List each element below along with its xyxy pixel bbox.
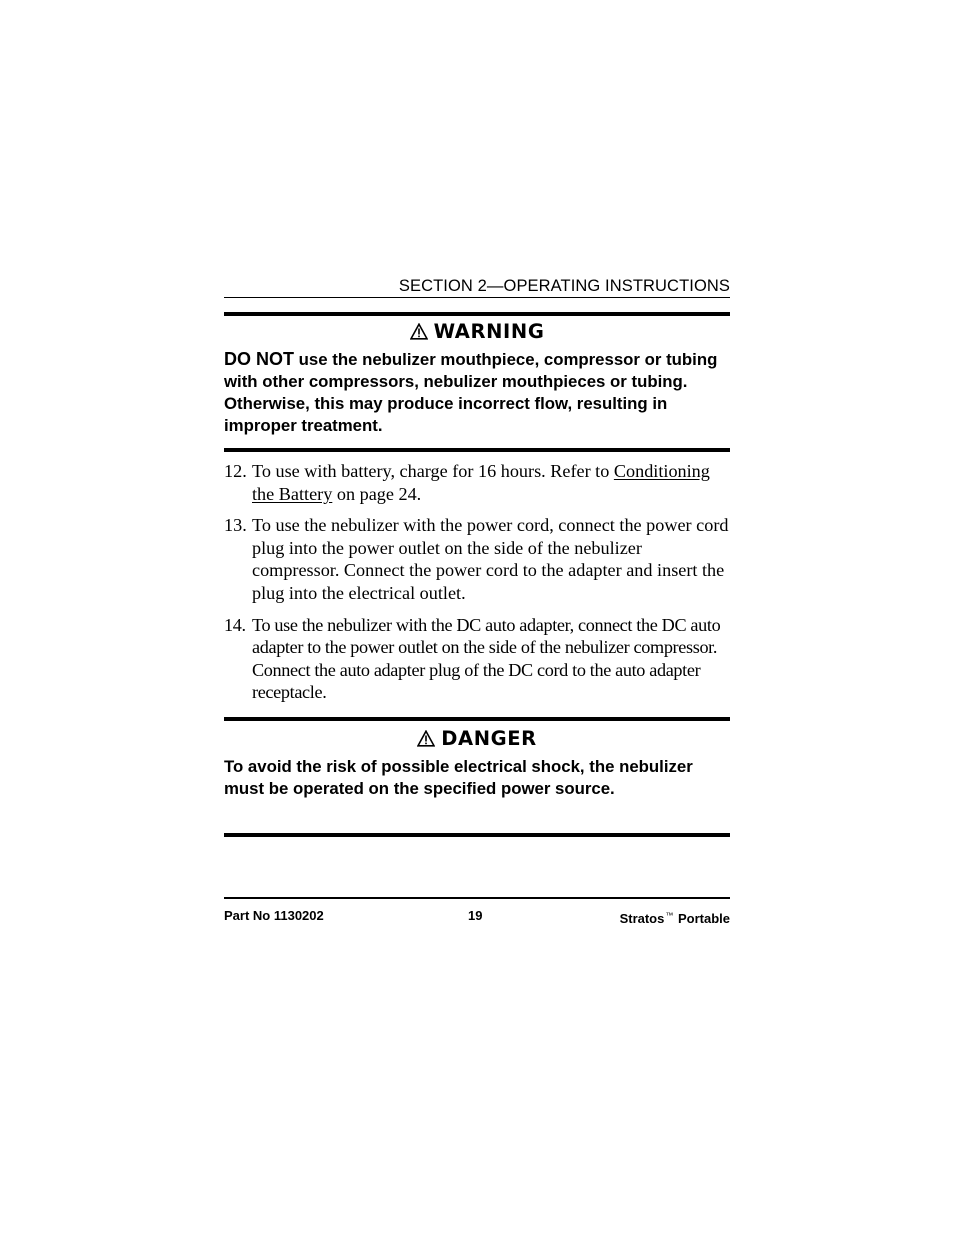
danger-title: DANGER xyxy=(441,727,537,750)
step-number: 13. xyxy=(224,515,247,536)
list-item xyxy=(224,460,732,505)
section-title: SECTION 2—OPERATING INSTRUCTIONS xyxy=(398,277,730,295)
list-item xyxy=(224,614,732,704)
danger-notice xyxy=(224,727,730,800)
danger-body xyxy=(224,756,730,800)
product-name xyxy=(620,906,730,929)
danger-bottom-rule xyxy=(224,833,730,837)
step-text: To use with battery, charge for 16 hours. Refer to xyxy=(252,461,614,481)
warning-text: use the nebulizer mouthpiece, compressor or tubing with other compressors, nebulizer mouthpieces or tubing. Otherwise, this may produce incorrect flow, resulting in improper treatment. xyxy=(224,350,718,435)
warning-title: WARNING xyxy=(433,320,545,343)
warning-body xyxy=(224,348,730,437)
page-footer xyxy=(224,906,730,926)
warning-top-rule xyxy=(224,312,730,316)
section-header xyxy=(224,276,730,298)
page-number: 19 xyxy=(468,908,483,923)
danger-heading xyxy=(224,727,730,753)
list-item xyxy=(224,514,732,604)
warning-lead: DO NOT xyxy=(224,349,294,369)
warning-notice xyxy=(224,320,730,437)
part-number: Part No 1130202 xyxy=(224,908,324,923)
conditioning-battery-link[interactable]: Conditioning the Battery xyxy=(252,461,710,504)
step-text: To use the nebulizer with the power cord, connect the power cord plug into the power outlet on the side of the nebulizer compressor. Connect the power cord to the adapter and insert the plug into the electrical outlet. xyxy=(252,515,729,603)
warning-triangle-icon xyxy=(417,729,435,753)
step-number: 12. xyxy=(224,461,247,481)
product-suffix: Portable xyxy=(677,911,730,926)
warning-bottom-rule xyxy=(224,448,730,452)
danger-top-rule xyxy=(224,717,730,721)
step-text-after: on page 24. xyxy=(332,483,422,504)
footer-rule xyxy=(224,897,730,899)
step-number: 14. xyxy=(224,614,246,635)
trademark-symbol: ™ xyxy=(665,911,674,920)
danger-text: To avoid the risk of possible electrical shock, the nebulizer must be operated on the specified power source. xyxy=(224,757,693,798)
warning-triangle-icon xyxy=(410,322,428,346)
step-text: To use the nebulizer with the DC auto adapter, connect the DC auto adapter to the power outlet on the side of the nebulizer compressor. Connect the auto adapter plug of the DC cord to the auto adapter receptacle. xyxy=(252,614,721,703)
steps-list xyxy=(224,460,732,713)
product-name-text: Stratos xyxy=(619,911,665,926)
warning-heading xyxy=(224,320,730,346)
